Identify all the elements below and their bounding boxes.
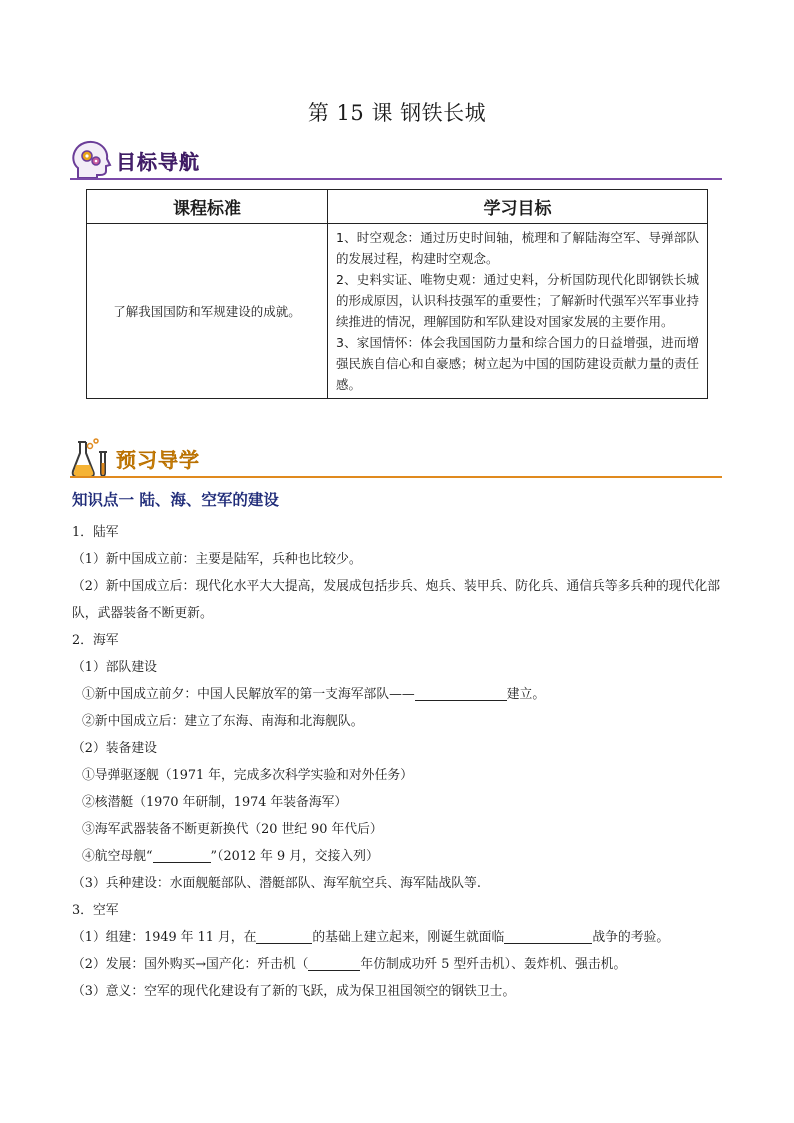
fill-blank[interactable]	[308, 954, 360, 971]
navy-equip-item	[72, 843, 724, 870]
army-heading: 1．陆军	[72, 525, 119, 540]
goals-cell	[328, 224, 708, 399]
section-label-preview: 预习导学	[116, 448, 200, 472]
section-divider	[70, 476, 722, 478]
text-fragment: ①新中国成立前夕：中国人民解放军的第一支海军部队——	[82, 687, 415, 702]
curriculum-table	[86, 189, 708, 399]
section-header-goals	[70, 138, 722, 182]
knowledge-point-body	[72, 519, 724, 1005]
navy-heading: 2．海军	[72, 633, 119, 648]
navy-equip-item: ②核潜艇（1970 年研制，1974 年装备海军）	[82, 795, 348, 810]
goal-item: 3、家国情怀：体会我国国防力量和综合国力的日益增强，进而增强民族自信心和自豪感；树立起为中国的国防建设贡献力量的责任感。	[336, 335, 699, 392]
navy-unit-item: ②新中国成立后：建立了东海、南海和北海舰队。	[82, 714, 364, 729]
fill-blank[interactable]	[256, 927, 312, 944]
airforce-develop	[72, 951, 724, 978]
navy-unit-heading: （1）部队建设	[72, 660, 157, 675]
airforce-organize	[72, 924, 724, 951]
navy-equip-item: ①导弹驱逐舰（1971 年，完成多次科学实验和对外任务）	[82, 768, 413, 783]
fill-blank[interactable]	[415, 684, 507, 701]
text-fragment: ”（2012 年 9 月，交接入列）	[210, 849, 379, 864]
text-fragment: ④航空母舰“	[82, 849, 153, 864]
standard-cell: 了解我国国防和军规建设的成就。	[87, 224, 328, 399]
page-title: 第 15 课 钢铁长城	[307, 101, 487, 125]
table-row	[87, 224, 708, 399]
text-fragment: 的基础上建立起来，刚诞生就面临	[312, 930, 505, 945]
table-header-goals: 学习目标	[328, 190, 708, 224]
navy-unit-item	[72, 681, 724, 708]
navy-branches: （3）兵种建设：水面舰艇部队、潜艇部队、海军航空兵、海军陆战队等.	[72, 876, 481, 891]
table-header-row	[87, 190, 708, 224]
fill-blank[interactable]	[504, 927, 592, 944]
army-item: （1）新中国成立前：主要是陆军，兵种也比较少。	[72, 552, 362, 567]
army-item: （2）新中国成立后：现代化水平大大提高，发展成包括步兵、炮兵、装甲兵、防化兵、通信兵等多兵种的现代化部队，武器装备不断更新。	[72, 579, 720, 621]
airforce-meaning: （3）意义：空军的现代化建设有了新的飞跃，成为保卫祖国领空的钢铁卫士。	[72, 984, 516, 999]
section-divider	[70, 178, 722, 180]
text-fragment: （2）发展：国外购买→国产化：歼击机（	[72, 957, 309, 972]
section-header-preview	[70, 436, 722, 480]
navy-equip-item: ③海军武器装备不断更新换代（20 世纪 90 年代后）	[82, 822, 383, 837]
table-header-standard: 课程标准	[87, 190, 328, 224]
text-fragment: 战争的考验。	[592, 930, 670, 945]
navy-equip-heading: （2）装备建设	[72, 741, 157, 756]
goal-item: 1、时空观念：通过历史时间轴，梳理和了解陆海空军、导弹部队的发展过程，构建时空观念。	[336, 230, 699, 266]
goal-item: 2、史料实证、唯物史观：通过史料，分析国防现代化即钢铁长城的形成原因，认识科技强军的重要性；了解新时代强军兴军事业持续推进的情况，理解国防和军队建设对国家发展的主要作用。	[336, 272, 699, 329]
text-fragment: 年仿制成功歼 5 型歼击机）、轰炸机、强击机。	[360, 957, 627, 972]
lab-flask-icon	[70, 436, 114, 480]
text-fragment: （1）组建：1949 年 11 月，在	[72, 930, 257, 945]
fill-blank[interactable]	[153, 846, 211, 863]
airforce-heading: 3．空军	[72, 903, 119, 918]
head-gears-icon	[70, 138, 114, 182]
knowledge-point-title: 知识点一 陆、海、空军的建设	[72, 491, 279, 509]
section-label-goals: 目标导航	[116, 150, 200, 174]
text-fragment: 建立。	[506, 687, 546, 702]
